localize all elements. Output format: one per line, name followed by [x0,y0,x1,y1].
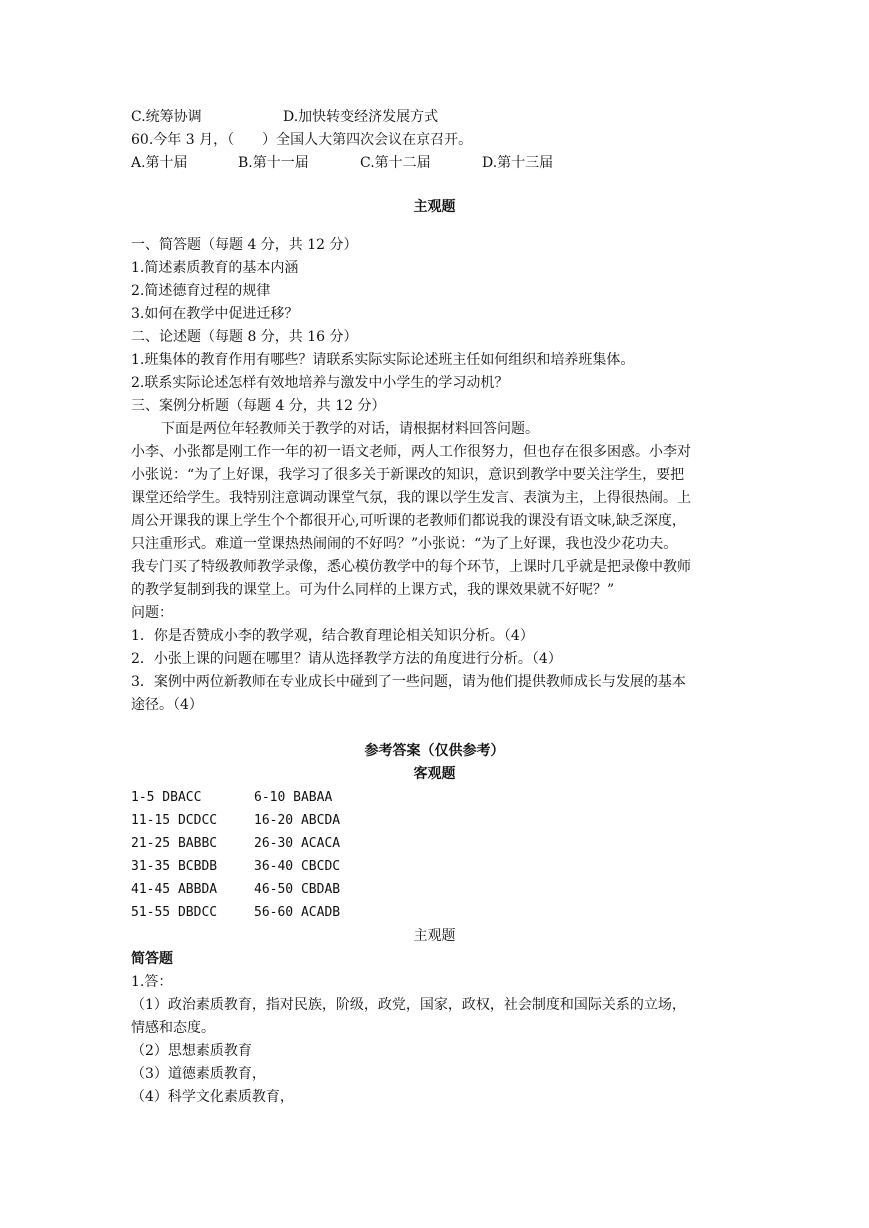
case-question: 途径。（4） [131,697,203,713]
case-text-line: 小张说：“为了上好课，我学习了很多关于新课改的知识，意识到教学中要关注学生，要把 [131,467,685,483]
answer-key-cell: 21-25 BABBC [131,836,218,851]
q59-option-d: D.加快转变经济发展方式 [283,109,439,125]
answer-key-cell: 26-30 ACACA [254,836,341,851]
section1-item: 1.简述素质教育的基本内涵 [131,260,299,276]
short-answer-heading: 简答题 [131,951,173,967]
case-text-line: 只注重形式。难道一堂课热热闹闹的不好吗？”小张说：“为了上好课，我也没少花功夫。 [131,536,678,552]
answer-key-cell: 41-45 ABBDA [131,882,218,897]
section1-heading: 一、简答题（每题 4 分，共 12 分） [131,237,358,253]
answer1-line: （1）政治素质教育，指对民族，阶级，政党，国家，政权，社会制度和国际关系的立场， [131,997,686,1013]
section1-item: 2.简述德育过程的规律 [131,283,271,299]
answer1-line: （2）思想素质教育 [131,1043,252,1059]
answer-key-cell: 6-10 BABAA [254,790,333,805]
section3-heading: 三、案例分析题（每题 4 分，共 12 分） [131,398,386,414]
question-label: 问题： [131,605,173,621]
section2-item: 1.班集体的教育作用有哪些？请联系实际实际论述班主任如何组织和培养班集体。 [131,352,635,368]
answer-key-cell: 1-5 DBACC [131,790,202,805]
answer-key-cell: 46-50 CBDAB [254,882,341,897]
case-text-line: 小李、小张都是刚工作一年的初一语文老师，两人工作很努力，但也存在很多困惑。小李对 [131,444,691,460]
case-text-line: 我专门买了特级教师教学录像，悉心模仿教学中的每个环节，上课时几乎就是把录像中教师 [131,559,691,575]
q60-option-d: D.第十三届 [482,155,554,171]
section1-item: 3.如何在教学中促进迁移？ [131,306,299,322]
answer1-line: （3）道德素质教育， [131,1066,266,1082]
case-intro: 下面是两位年轻教师关于教学的对话，请根据材料回答问题。 [161,421,539,437]
q59-option-c: C.统筹协调 [131,109,202,125]
answer1-label: 1.答： [131,974,173,990]
q60-option-a: A.第十届 [131,155,188,171]
answer-key-cell: 16-20 ABCDA [254,813,341,828]
subjective-answers-title: 主观题 [413,928,456,944]
case-question: 2．小张上课的问题在哪里？请从选择教学方法的角度进行分析。（4） [131,651,562,667]
q60-option-b: B.第十一届 [238,155,309,171]
objective-answers-title: 客观题 [413,766,456,782]
answer-key-cell: 56-60 ACADB [254,905,341,920]
answer-key-cell: 51-55 DBDCC [131,905,218,920]
q60-stem: 60.今年 3 月，（ ）全国人大第四次会议在京召开。 [131,132,473,148]
case-question: 3．案例中两位新教师在专业成长中碰到了一些问题，请为他们提供教师成长与发展的基本 [131,674,686,690]
answer-key-cell: 31-35 BCBDB [131,859,218,874]
section2-heading: 二、论述题（每题 8 分，共 16 分） [131,329,358,345]
case-question: 1．你是否赞成小李的教学观，结合教育理论相关知识分析。（4） [131,628,534,644]
case-text-line: 的教学复制到我的课堂上。可为什么同样的上课方式，我的课效果就不好呢？” [131,582,615,598]
q60-option-c: C.第十二届 [360,155,431,171]
answer-key-cell: 11-15 DCDCC [131,813,218,828]
subjective-section-title: 主观题 [413,199,456,215]
case-text-line: 课堂还给学生。我特别注意调动课堂气氛，我的课以学生发言、表演为主，上得很热闹。上 [131,490,691,506]
case-text-line: 周公开课我的课上学生个个都很开心,可听课的老教师们都说我的课没有语文味,缺乏深度， [131,513,686,529]
answer-key-cell: 36-40 CBCDC [254,859,341,874]
answer1-line: （4）科学文化素质教育， [131,1089,294,1105]
answer1-line: 情感和态度。 [131,1020,215,1036]
section2-item: 2.联系实际论述怎样有效地培养与激发中小学生的学习动机？ [131,375,509,391]
answers-title: 参考答案（仅供参考） [364,743,505,759]
